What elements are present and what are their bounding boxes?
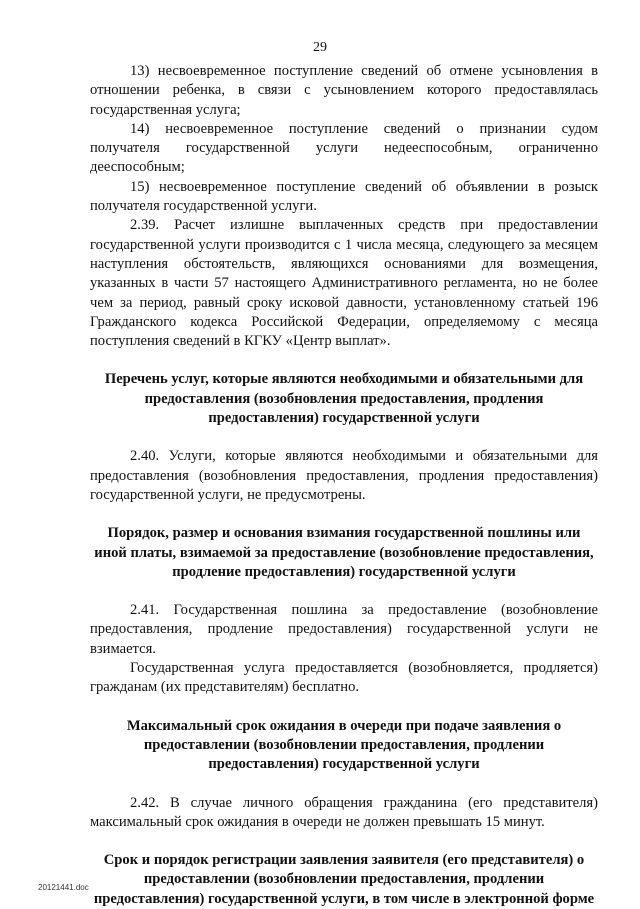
paragraph-free-service: Государственная услуга предоставляется (возобновляется, продляется) гражданам (их представителям) бесплатно.: [90, 660, 598, 696]
paragraph-2-41: 2.41. Государственная пошлина за предоставление (возобновление предоставления, продление предоставления) государственной услуги не взимается.: [90, 602, 598, 657]
file-name-footer: 20121441.doc: [38, 883, 89, 892]
spacer: [90, 351, 598, 370]
paragraph-2-40: 2.40. Услуги, которые являются необходимыми и обязательными для предоставления (возобновления предоставления, продления предоставления) государственной услуги, не предусмотрены.: [90, 448, 598, 503]
page-number: 29: [313, 40, 327, 55]
spacer: [90, 698, 598, 717]
section-heading-fee: Порядок, размер и основания взимания государственной пошлины или иной платы, взимаемой за предоставление (возобновление предоставления, продление предоставления) государственной услуги: [94, 525, 594, 580]
section-heading-queue: Максимальный срок ожидания в очереди при подаче заявления о предоставлении (возобновлении предоставления, продлении предоставления) государственной услуги: [126, 717, 562, 773]
spacer: [90, 832, 598, 851]
section-heading-registration: Срок и порядок регистрации заявления заявителя (его представителя) о предоставлении (возобновлении предоставления, продлении предоставления) государственной услуги, в том числе в электронной форме: [93, 852, 595, 907]
spacer: [90, 505, 598, 524]
document-body: [90, 62, 598, 909]
spacer: [90, 582, 598, 601]
spacer: [90, 775, 598, 794]
paragraph-item-14: 14) несвоевременное поступление сведений о признании судом получателя государственной услуги недееспособным, ограниченно дееспособным;: [90, 120, 598, 176]
section-heading-services: Перечень услуг, которые являются необходимыми и обязательными для предоставления (возобновления предоставления, продления предоставления) государственной услуги: [104, 371, 584, 427]
paragraph-item-15: 15) несвоевременное поступление сведений об объявлении в розыск получателя государственной услуги.: [90, 178, 598, 215]
paragraph-2-42: 2.42. В случае личного обращения гражданина (его представителя) максимальный срок ожидания в очереди не должен превышать 15 минут.: [90, 794, 598, 830]
paragraph-item-13: 13) несвоевременное поступление сведений об отмене усыновления в отношении ребенка, в связи с усыновлением которого предоставлялась государственная услуга;: [90, 63, 598, 118]
paragraph-2-39: 2.39. Расчет излишне выплаченных средств при предоставлении государственной услуги производится с 1 числа месяца, следующего за месяцем наступления обстоятельств, являющихся основаниями для возмещения, указанных в части 57 настоящего Административного регламента, но не более чем за период, равный сроку исковой давности, установленному статьей 196 Гражданского кодекса Российской Федерации, определяемому с месяца поступления сведений в КГКУ «Центр выплат».: [90, 217, 598, 350]
spacer: [90, 428, 598, 447]
